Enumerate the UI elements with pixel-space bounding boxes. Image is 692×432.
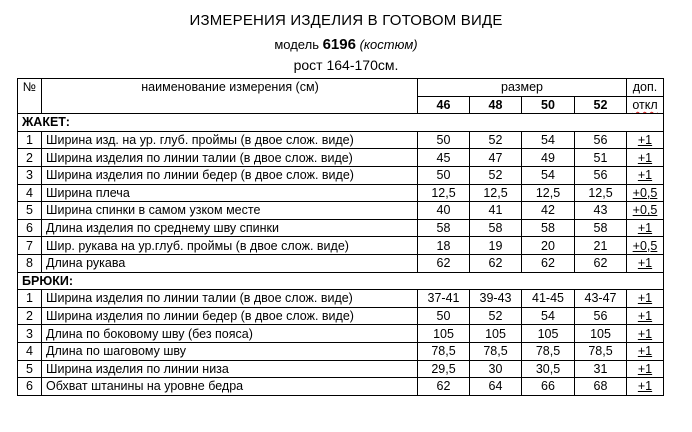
table-row bbox=[18, 254, 664, 272]
row-number: 1 bbox=[18, 290, 42, 308]
measurement-name: Ширина изд. на ур. глуб. проймы (в двое слож. виде) bbox=[42, 131, 418, 149]
size-value: 18 bbox=[418, 237, 470, 255]
size-value: 52 bbox=[470, 307, 522, 325]
row-number: 5 bbox=[18, 202, 42, 220]
tolerance-value: +1 bbox=[637, 291, 653, 306]
table-row bbox=[18, 290, 664, 308]
size-value: 52 bbox=[470, 131, 522, 149]
size-50-header: 50 bbox=[522, 96, 575, 114]
tolerance-cell bbox=[627, 149, 664, 167]
row-number: 6 bbox=[18, 219, 42, 237]
tolerance-value: +1 bbox=[637, 344, 653, 359]
size-value: 12,5 bbox=[522, 184, 575, 202]
size-52-header: 52 bbox=[575, 96, 627, 114]
size-48-header: 48 bbox=[470, 96, 522, 114]
size-value: 56 bbox=[575, 166, 627, 184]
size-value: 56 bbox=[575, 307, 627, 325]
tolerance-value: +1 bbox=[637, 150, 653, 165]
size-value: 62 bbox=[418, 254, 470, 272]
col-tol-header-1: доп. bbox=[627, 79, 664, 97]
tolerance-cell bbox=[627, 290, 664, 308]
table-row bbox=[18, 342, 664, 360]
section-title: БРЮКИ: bbox=[18, 272, 664, 290]
table-row bbox=[18, 378, 664, 396]
model-kind: (костюм) bbox=[359, 37, 418, 52]
size-value: 62 bbox=[418, 378, 470, 396]
measurement-name: Длина изделия по среднему шву спинки bbox=[42, 219, 418, 237]
size-value: 78,5 bbox=[575, 342, 627, 360]
size-value: 62 bbox=[470, 254, 522, 272]
size-value: 30 bbox=[470, 360, 522, 378]
table-row bbox=[18, 325, 664, 343]
size-46-header: 46 bbox=[418, 96, 470, 114]
measurement-name: Длина по шаговому шву bbox=[42, 342, 418, 360]
tolerance-cell bbox=[627, 166, 664, 184]
measurement-name: Длина рукава bbox=[42, 254, 418, 272]
tolerance-value: +1 bbox=[637, 326, 653, 341]
size-value: 52 bbox=[470, 166, 522, 184]
row-number: 3 bbox=[18, 166, 42, 184]
size-value: 105 bbox=[575, 325, 627, 343]
tolerance-cell bbox=[627, 219, 664, 237]
size-value: 12,5 bbox=[418, 184, 470, 202]
size-value: 58 bbox=[470, 219, 522, 237]
col-no-header: № bbox=[18, 79, 42, 114]
size-value: 58 bbox=[522, 219, 575, 237]
measurement-name: Ширина изделия по линии талии (в двое слож. виде) bbox=[42, 149, 418, 167]
height-line: рост 164-170см. bbox=[293, 57, 399, 73]
tolerance-cell bbox=[627, 237, 664, 255]
measurement-name: Длина по боковому шву (без пояса) bbox=[42, 325, 418, 343]
model-number: 6196 bbox=[322, 36, 356, 53]
size-value: 47 bbox=[470, 149, 522, 167]
measurement-name: Ширина спинки в самом узком месте bbox=[42, 202, 418, 220]
tolerance-cell bbox=[627, 360, 664, 378]
row-number: 2 bbox=[18, 307, 42, 325]
size-value: 39-43 bbox=[470, 290, 522, 308]
row-number: 4 bbox=[18, 184, 42, 202]
row-number: 1 bbox=[18, 131, 42, 149]
size-value: 49 bbox=[522, 149, 575, 167]
measurement-name: Шир. рукава на ур.глуб. проймы (в двое слож. виде) bbox=[42, 237, 418, 255]
size-value: 66 bbox=[522, 378, 575, 396]
measurement-name: Ширина плеча bbox=[42, 184, 418, 202]
col-tol-header-2 bbox=[627, 96, 664, 114]
tolerance-cell bbox=[627, 254, 664, 272]
measurement-name: Ширина изделия по линии низа bbox=[42, 360, 418, 378]
table-row bbox=[18, 149, 664, 167]
size-value: 62 bbox=[522, 254, 575, 272]
size-value: 54 bbox=[522, 307, 575, 325]
col-size-header: размер bbox=[418, 79, 627, 97]
table-row bbox=[18, 202, 664, 220]
tolerance-cell bbox=[627, 378, 664, 396]
size-value: 50 bbox=[418, 307, 470, 325]
measurements-table bbox=[17, 78, 664, 396]
tolerance-value: +1 bbox=[637, 256, 653, 271]
measurement-name: Ширина изделия по линии бедер (в двое слож. виде) bbox=[42, 166, 418, 184]
measurement-name: Ширина изделия по линии талии (в двое слож. виде) bbox=[42, 290, 418, 308]
table-row bbox=[18, 219, 664, 237]
size-value: 12,5 bbox=[575, 184, 627, 202]
tolerance-cell bbox=[627, 342, 664, 360]
row-number: 7 bbox=[18, 237, 42, 255]
tolerance-cell bbox=[627, 202, 664, 220]
size-value: 62 bbox=[575, 254, 627, 272]
size-value: 78,5 bbox=[470, 342, 522, 360]
size-value: 50 bbox=[418, 131, 470, 149]
table-row bbox=[18, 131, 664, 149]
size-value: 30,5 bbox=[522, 360, 575, 378]
size-value: 40 bbox=[418, 202, 470, 220]
size-value: 64 bbox=[470, 378, 522, 396]
row-number: 6 bbox=[18, 378, 42, 396]
size-value: 12,5 bbox=[470, 184, 522, 202]
size-value: 20 bbox=[522, 237, 575, 255]
table-row bbox=[18, 307, 664, 325]
table-row bbox=[18, 166, 664, 184]
size-value: 19 bbox=[470, 237, 522, 255]
size-value: 58 bbox=[418, 219, 470, 237]
table-row bbox=[18, 360, 664, 378]
row-number: 5 bbox=[18, 360, 42, 378]
size-value: 105 bbox=[522, 325, 575, 343]
row-number: 4 bbox=[18, 342, 42, 360]
size-value: 45 bbox=[418, 149, 470, 167]
tolerance-cell bbox=[627, 131, 664, 149]
size-value: 54 bbox=[522, 131, 575, 149]
size-value: 105 bbox=[418, 325, 470, 343]
section-title: ЖАКЕТ: bbox=[18, 114, 664, 132]
size-value: 37-41 bbox=[418, 290, 470, 308]
col-name-header: наименование измерения (см) bbox=[42, 79, 418, 114]
size-value: 42 bbox=[522, 202, 575, 220]
size-value: 68 bbox=[575, 378, 627, 396]
header-row-1 bbox=[18, 79, 664, 97]
size-value: 31 bbox=[575, 360, 627, 378]
tolerance-cell bbox=[627, 307, 664, 325]
section-row bbox=[18, 272, 664, 290]
row-number: 3 bbox=[18, 325, 42, 343]
model-line bbox=[0, 36, 692, 53]
size-value: 58 bbox=[575, 219, 627, 237]
size-value: 41 bbox=[470, 202, 522, 220]
size-value: 21 bbox=[575, 237, 627, 255]
row-number: 2 bbox=[18, 149, 42, 167]
measurement-name: Ширина изделия по линии бедер (в двое слож. виде) bbox=[42, 307, 418, 325]
tolerance-value: +1 bbox=[637, 361, 653, 376]
size-value: 56 bbox=[575, 131, 627, 149]
col-tol-header-2-text: откл bbox=[632, 97, 658, 112]
tolerance-value: +1 bbox=[637, 379, 653, 394]
tolerance-value: +1 bbox=[637, 309, 653, 324]
size-value: 29,5 bbox=[418, 360, 470, 378]
size-value: 105 bbox=[470, 325, 522, 343]
tolerance-value: +1 bbox=[637, 168, 653, 183]
tolerance-cell bbox=[627, 184, 664, 202]
model-prefix: модель bbox=[274, 37, 319, 52]
tolerance-value: +1 bbox=[637, 221, 653, 236]
table-row bbox=[18, 184, 664, 202]
size-value: 54 bbox=[522, 166, 575, 184]
tolerance-value: +1 bbox=[637, 133, 653, 148]
size-value: 41-45 bbox=[522, 290, 575, 308]
tolerance-value: +0,5 bbox=[632, 185, 658, 200]
row-number: 8 bbox=[18, 254, 42, 272]
table-row bbox=[18, 237, 664, 255]
tolerance-value: +0,5 bbox=[632, 238, 658, 253]
tolerance-cell bbox=[627, 325, 664, 343]
size-value: 50 bbox=[418, 166, 470, 184]
size-value: 78,5 bbox=[418, 342, 470, 360]
section-row bbox=[18, 114, 664, 132]
tolerance-value: +0,5 bbox=[632, 203, 658, 218]
size-value: 51 bbox=[575, 149, 627, 167]
size-value: 43 bbox=[575, 202, 627, 220]
title: ИЗМЕРЕНИЯ ИЗДЕЛИЯ В ГОТОВОМ ВИДЕ bbox=[189, 12, 503, 29]
measurement-name: Обхват штанины на уровне бедра bbox=[42, 378, 418, 396]
size-value: 78,5 bbox=[522, 342, 575, 360]
size-value: 43-47 bbox=[575, 290, 627, 308]
